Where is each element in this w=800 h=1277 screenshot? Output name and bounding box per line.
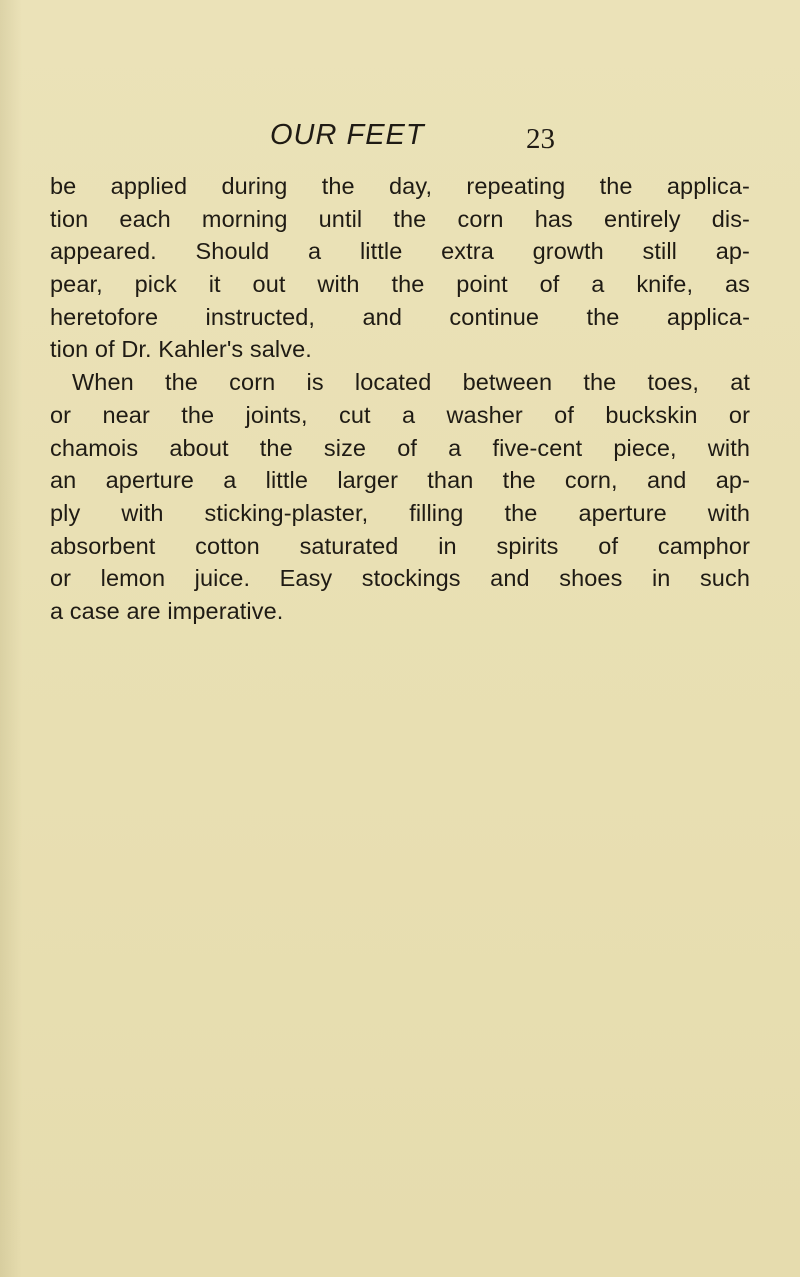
text-line: heretofore instructed, and continue the applica-: [50, 303, 750, 330]
text-line: tion of Dr. Kahler's salve.: [50, 336, 312, 363]
text-line: or lemon juice. Easy stockings and shoes in such: [50, 565, 750, 592]
text-line: When the corn is located between the toes, at: [72, 369, 750, 396]
paragraph-2: [50, 366, 750, 628]
text-line: chamois about the size of a five-cent piece, with: [50, 434, 750, 461]
text-line: or near the joints, cut a washer of buckskin or: [50, 401, 750, 428]
text-line: appeared. Should a little extra growth still ap-: [50, 238, 750, 265]
body-text: [50, 170, 750, 628]
text-line: tion each morning until the corn has entirely dis-: [50, 205, 750, 232]
text-line: absorbent cotton saturated in spirits of camphor: [50, 532, 750, 559]
text-line: pear, pick it out with the point of a knife, as: [50, 271, 750, 298]
paragraph-1: [50, 170, 750, 366]
running-head: [0, 118, 800, 158]
text-line: a case are imperative.: [50, 597, 284, 624]
running-title: OUR FEET: [270, 119, 425, 151]
text-line: an aperture a little larger than the corn, and ap-: [50, 467, 750, 494]
text-line: be applied during the day, repeating the applica-: [50, 173, 750, 199]
page-number: 23: [526, 123, 555, 155]
text-line: ply with sticking-plaster, filling the aperture with: [50, 499, 750, 526]
